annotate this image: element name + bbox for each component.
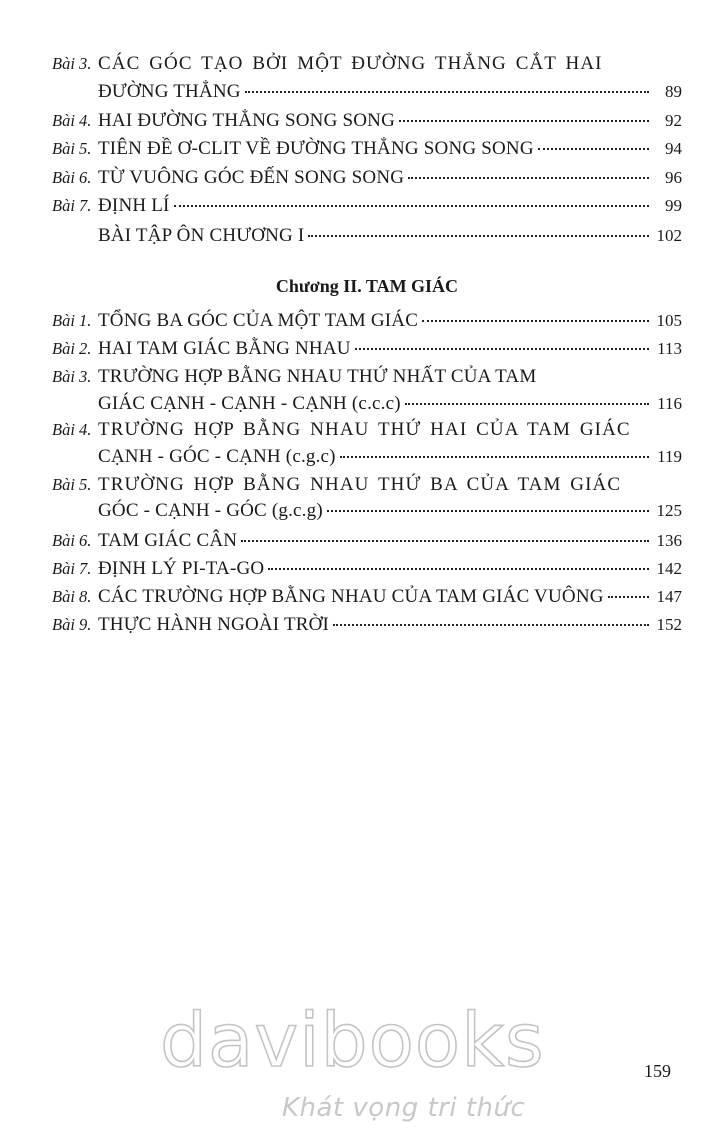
chapter-heading: Chương II. TAM GIÁC: [275, 276, 459, 296]
toc-entry-title-line: [52, 366, 682, 394]
lesson-title: ĐỊNH LÝ PI-TA-GO: [98, 558, 265, 579]
dot-leader: [422, 320, 649, 322]
page-number: 119: [657, 447, 682, 466]
lesson-label: Bài 3.: [52, 54, 92, 73]
lesson-title: TRƯỜNG HỢP BẰNG NHAU THỨ HAI CỦA TAM GIÁC: [98, 419, 631, 440]
toc-entry-title-line: [52, 53, 682, 81]
dot-leader: [399, 120, 649, 122]
page-number: 92: [665, 111, 682, 130]
toc-entry: [52, 167, 682, 195]
page-number: 96: [665, 168, 682, 187]
dot-leader: [405, 403, 649, 405]
lesson-label: Bài 4.: [52, 111, 92, 130]
dot-leader: [241, 540, 649, 542]
lesson-title: CÁC TRƯỜNG HỢP BẰNG NHAU CỦA TAM GIÁC VUÔNG: [98, 586, 604, 607]
lesson-title: HAI ĐƯỜNG THẲNG SONG SONG: [98, 110, 396, 131]
lesson-label: Bài 7.: [52, 559, 92, 578]
lesson-label: Bài 9.: [52, 615, 92, 634]
dot-leader: [308, 235, 649, 237]
lesson-label: Bài 1.: [52, 311, 92, 330]
toc-entry-title-line: [52, 474, 682, 502]
page-number: 89: [665, 82, 682, 101]
lesson-label: Bài 5.: [52, 139, 92, 158]
lesson-label: Bài 7.: [52, 196, 92, 215]
toc-entry: [52, 614, 682, 642]
lesson-title: TỔNG BA GÓC CỦA MỘT TAM GIÁC: [98, 310, 419, 331]
page-number: 99: [665, 196, 682, 215]
lesson-label: Bài 5.: [52, 475, 92, 494]
dot-leader: [327, 510, 649, 512]
dot-leader: [538, 148, 649, 150]
review-title: BÀI TẬP ÔN CHƯƠNG I: [98, 225, 305, 246]
toc-entry: [52, 558, 682, 586]
watermark-logo: davibooks: [160, 998, 545, 1084]
lesson-title: HAI TAM GIÁC BẰNG NHAU: [98, 338, 351, 359]
page-number: 125: [656, 501, 682, 520]
toc-entry: [52, 195, 682, 223]
dot-leader: [608, 596, 649, 598]
toc-entry: [52, 138, 682, 166]
toc-entry: [52, 338, 682, 366]
page-number: 147: [656, 587, 682, 606]
lesson-label: Bài 6.: [52, 168, 92, 187]
lesson-title-continuation: ĐƯỜNG THẲNG: [98, 81, 241, 102]
toc-entry: [52, 310, 682, 338]
lesson-title: ĐỊNH LÍ: [98, 195, 170, 216]
dot-leader: [408, 177, 649, 179]
lesson-title: TIÊN ĐỀ Ơ-CLIT VỀ ĐƯỜNG THẲNG SONG SONG: [98, 138, 534, 159]
lesson-label: Bài 8.: [52, 587, 92, 606]
lesson-label: Bài 4.: [52, 420, 92, 439]
lesson-label: Bài 2.: [52, 339, 92, 358]
lesson-title-continuation: CẠNH - GÓC - CẠNH (c.g.c): [98, 446, 336, 467]
page-number: 105: [656, 311, 682, 330]
toc-entry: [52, 393, 682, 421]
lesson-title: TỪ VUÔNG GÓC ĐẾN SONG SONG: [98, 167, 405, 188]
dot-leader: [174, 205, 649, 207]
page-number: 116: [657, 394, 682, 413]
toc-entry-title-line: [52, 419, 682, 447]
toc-entry: [52, 500, 682, 528]
footer-page-number: 159: [644, 1061, 671, 1081]
page-number: 102: [656, 226, 682, 245]
toc-entry: [52, 530, 682, 558]
toc-entry: [52, 225, 682, 253]
page-number: 94: [665, 139, 682, 158]
page-number: 136: [656, 531, 682, 550]
watermark-slogan: Khát vọng tri thức: [282, 1093, 526, 1123]
dot-leader: [355, 348, 649, 350]
lesson-title: THỰC HÀNH NGOÀI TRỜI: [98, 614, 330, 635]
toc-entry: [52, 81, 682, 109]
dot-leader: [333, 624, 649, 626]
lesson-title: TAM GIÁC CÂN: [98, 530, 238, 551]
dot-leader: [340, 456, 649, 458]
toc-entry: [52, 110, 682, 138]
dot-leader: [245, 91, 649, 93]
dot-leader: [268, 568, 649, 570]
page-number: 152: [656, 615, 682, 634]
toc-entry: [52, 586, 682, 614]
lesson-title-continuation: GIÁC CẠNH - CẠNH - CẠNH (c.c.c): [98, 393, 401, 414]
lesson-title: TRƯỜNG HỢP BẰNG NHAU THỨ NHẤT CỦA TAM: [98, 366, 537, 387]
page-number: 113: [657, 339, 682, 358]
lesson-label: Bài 6.: [52, 531, 92, 550]
lesson-title: TRƯỜNG HỢP BẰNG NHAU THỨ BA CỦA TAM GIÁC: [98, 474, 622, 495]
lesson-title-continuation: GÓC - CẠNH - GÓC (g.c.g): [98, 500, 323, 521]
toc-entry: [52, 446, 682, 474]
lesson-title: CÁC GÓC TẠO BỞI MỘT ĐƯỜNG THẲNG CẮT HAI: [98, 53, 603, 74]
lesson-label: Bài 3.: [52, 367, 92, 386]
page-number: 142: [656, 559, 682, 578]
